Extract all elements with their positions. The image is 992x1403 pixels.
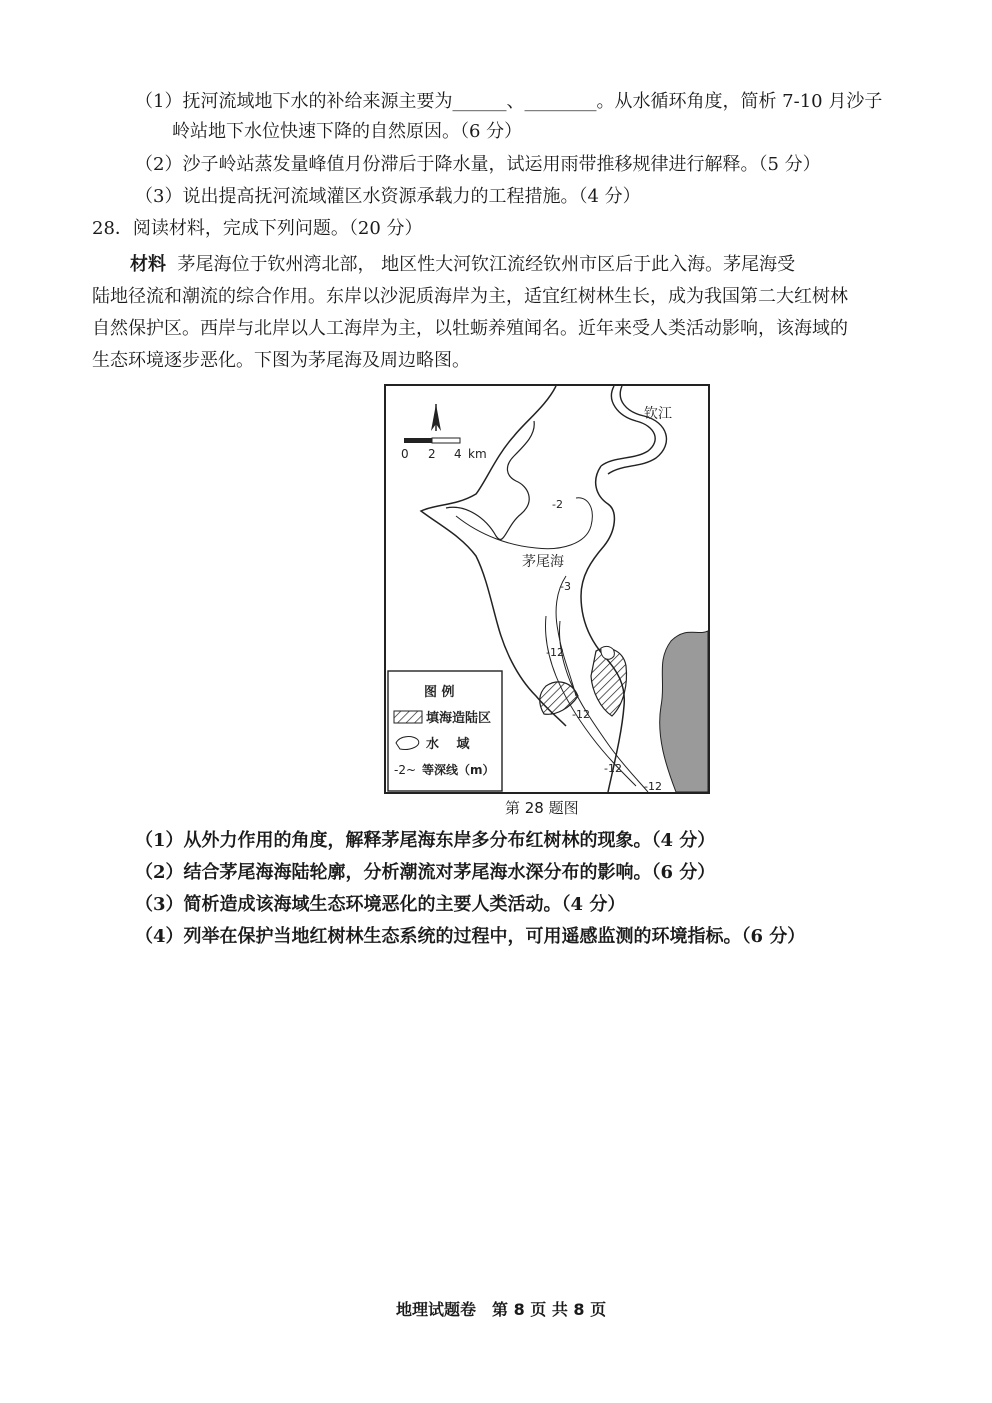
q28-question-4: （4）列举在保护当地红树林生态系统的过程中，可用遥感监测的环境指标。（6 分）: [135, 926, 806, 947]
maowei-sea-map: [384, 384, 710, 794]
legend-item-reclamation: 填海造陆区: [426, 711, 492, 726]
map-legend: [388, 671, 502, 791]
contour-label-neg12-2: -12: [572, 708, 590, 721]
material-text-1: 茅尾海位于钦州湾北部， 地区性大河钦江流经钦州市区后于此入海。茅尾海受: [177, 254, 796, 275]
page-footer: 地理试题卷 第 8 页 共 8 页: [396, 1300, 607, 1319]
qinjiang-river: [601, 386, 655, 466]
legend-item-water: 水 域: [426, 737, 470, 752]
sea-label: 茅尾海: [522, 554, 564, 570]
legend-item-contour: 等深线（m）: [422, 763, 495, 777]
map-drawing: [386, 386, 708, 792]
q28-material-line4: 生态环境逐步恶化。下图为茅尾海及周边略图。: [92, 350, 470, 371]
north-arrow-icon: [431, 404, 441, 431]
q28-question-3: （3）简析造成该海域生态环境恶化的主要人类活动。（4 分）: [135, 894, 626, 915]
q27-sub3: （3）说出提高抚河流域灌区水资源承载力的工程措施。（4 分）: [135, 186, 641, 207]
q28-material-line2: 陆地径流和潮流的综合作用。东岸以沙泥质海岸为主，适宜红树林生长，成为我国第二大红树林: [92, 286, 848, 307]
legend-contour-sample: -2~: [394, 763, 417, 777]
scale-tick-2: 2: [428, 447, 436, 461]
q28-stem: 28．阅读材料，完成下列问题。（20 分）: [92, 218, 423, 239]
contour-label-neg3: -3: [560, 580, 571, 593]
q28-question-1: （1）从外力作用的角度，解释茅尾海东岸多分布红树林的现象。（4 分）: [135, 830, 716, 851]
scale-bar: [401, 438, 487, 461]
river-label: 钦江: [644, 406, 672, 422]
q27-sub1-line1: （1）抚河流域地下水的补给来源主要为______、________。从水循环角度，简析 7-10 月沙子: [135, 91, 883, 112]
scale-tick-0: 0: [401, 447, 409, 461]
scale-tick-4: 4: [454, 447, 462, 461]
legend-hatch-swatch: [394, 711, 422, 723]
contour-label-neg12-3: -12: [604, 762, 622, 775]
contour-label-neg2: -2: [552, 498, 563, 511]
material-label: 材料: [130, 254, 166, 275]
q27-sub1-line2: 岭站地下水位快速下降的自然原因。（6 分）: [172, 121, 523, 142]
q27-sub2: （2）沙子岭站蒸发量峰值月份滞后于降水量，试运用雨带推移规律进行解释。（5 分）: [135, 154, 821, 175]
contour-neg2: [456, 498, 592, 549]
southeast-land: [660, 631, 708, 792]
legend-title: 图 例: [424, 685, 455, 700]
q28-material-line3: 自然保护区。西岸与北岸以人工海岸为主，以牡蛎养殖闻名。近年来受人类活动影响，该海域的: [92, 318, 848, 339]
contour-neg3: [556, 576, 576, 696]
q28-question-2: （2）结合茅尾海海陆轮廓，分析潮流对茅尾海水深分布的影响。（6 分）: [135, 862, 716, 883]
contour-label-neg12-1: -12: [546, 646, 564, 659]
scale-unit: km: [468, 447, 487, 461]
figure-caption: 第 28 题图: [505, 799, 579, 817]
east-coastline: [581, 466, 624, 792]
contour-label-neg12-4: -12: [644, 780, 662, 792]
q28-material-line1: [130, 252, 795, 278]
